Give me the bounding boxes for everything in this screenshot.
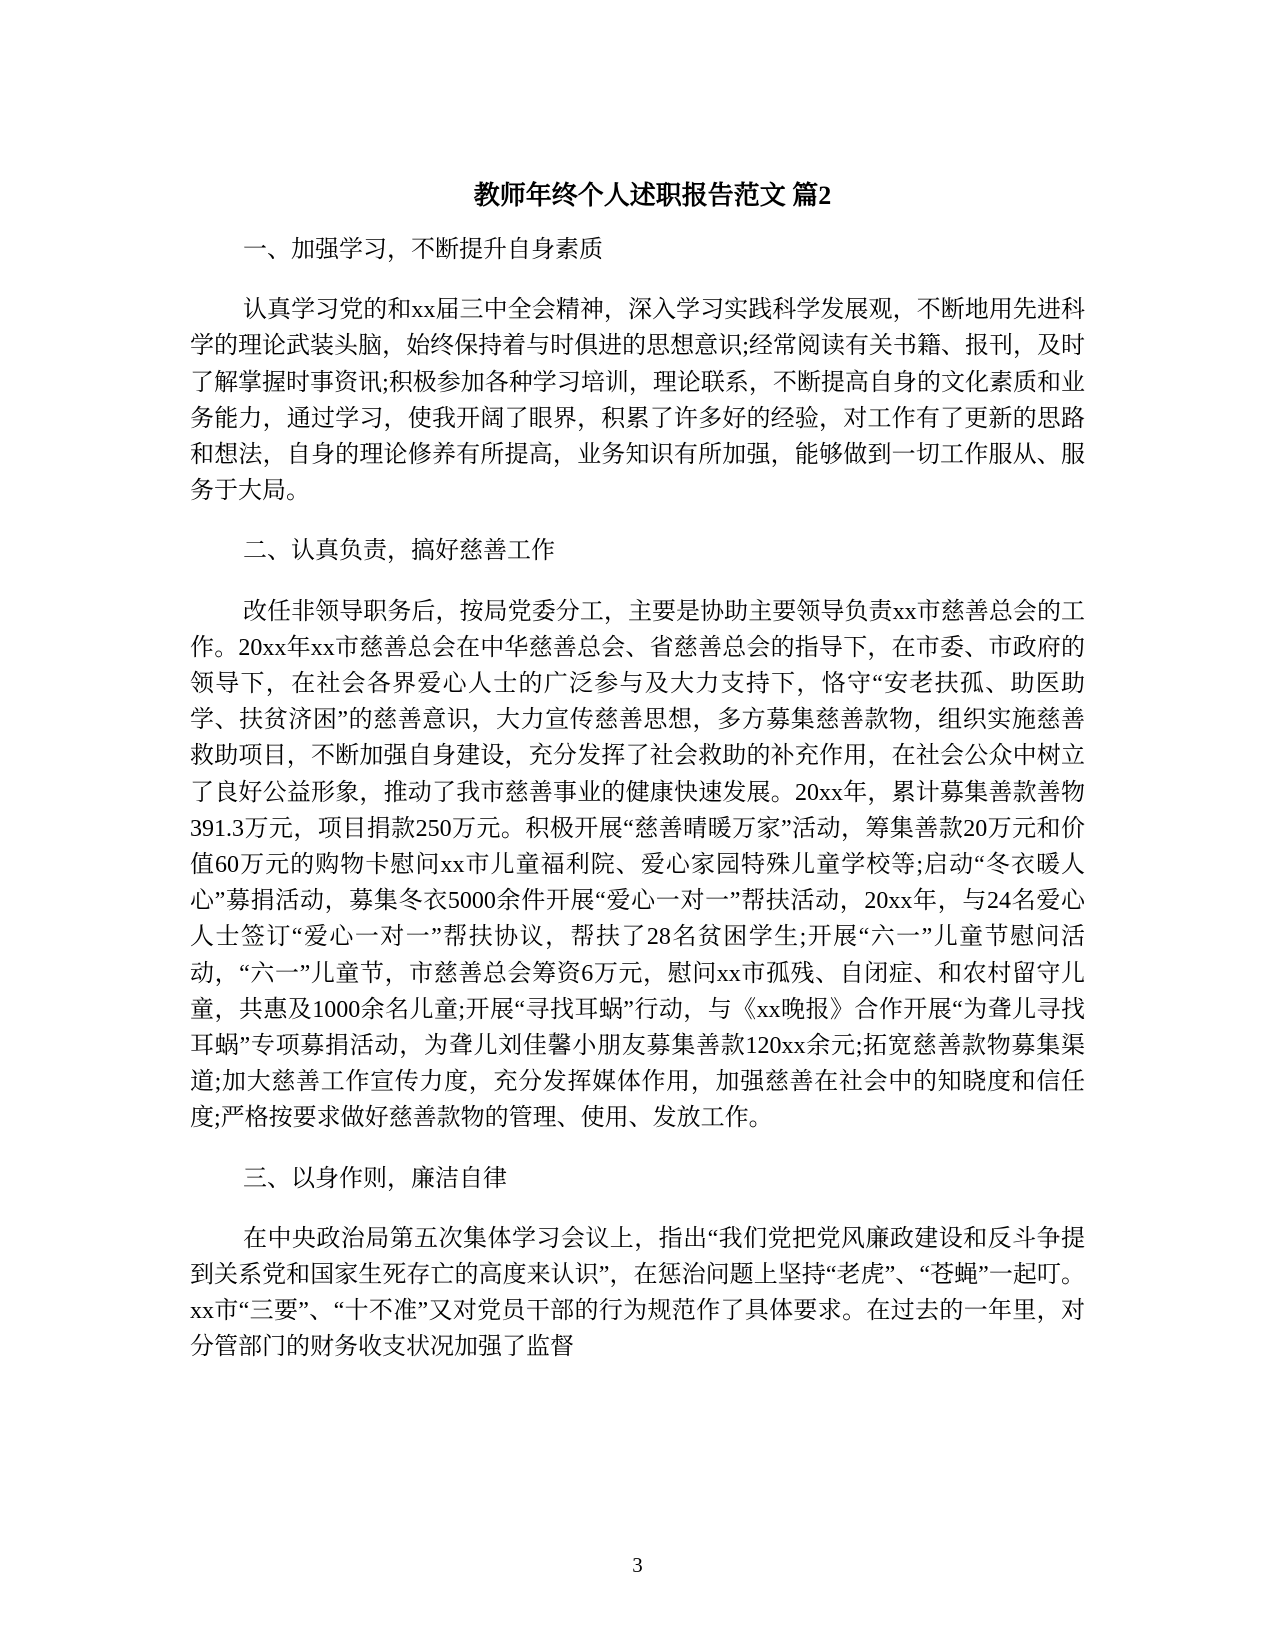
- section-heading-3: 三、以身作则，廉洁自律: [243, 1165, 507, 1192]
- document-body: [190, 178, 1085, 1390]
- section-heading-2: 二、认真负责，搞好慈善工作: [243, 538, 555, 565]
- section-paragraph-2: 改任非领导职务后，按局党委分工，主要是协助主要领导负责xx市慈善总会的工作。20xx年xx市慈善总会在中华慈善总会、省慈善总会的指导下，在市委、市政府的领导下，在社会各界爱心人士的广泛参与及大力支持下，恪守“安老扶孤、助医助学、扶贫济困”的慈善意识，大力宣传慈善思想，多方募集慈善款物，组织实施慈善救助项目，不断加强自身建设，充分发挥了社会救助的补充作用，在社会公众中树立了良好公益形象，推动了我市慈善事业的健康快速发展。20xx年，累计募集善款善物391.3万元，项目捐款250万元。积极开展“慈善晴暖万家”活动，筹集善款20万元和价值60万元的购物卡慰问xx市儿童福利院、爱心家园特殊儿童学校等;启动“冬衣暖人心”募捐活动，募集冬衣5000余件开展“爱心一对一”帮扶活动，20xx年，与24名爱心人士签订“爱心一对一”帮扶协议，帮扶了28名贫困学生;开展“六一”儿童节慰问活动，“六一”儿童节，市慈善总会筹资6万元，慰问xx市孤残、自闭症、和农村留守儿童，共惠及1000余名儿童;开展“寻找耳蜗”行动，与《xx晚报》合作开展“为聋儿寻找耳蜗”专项募捐活动，为聋儿刘佳馨小朋友募集善款120xx余元;拓宽慈善款物募集渠道;加大慈善工作宣传力度，充分发挥媒体作用，加强慈善在社会中的知晓度和信任度;严格按要求做好慈善款物的管理、使用、发放工作。: [190, 598, 1085, 1132]
- section-paragraph-3: 在中央政治局第五次集体学习会议上，指出“我们党把党风廉政建设和反斗争提到关系党和国家生死存亡的高度来认识”，在惩治问题上坚持“老虎”、“苍蝇”一起叮。xx市“三要”、“十不准”又对党员干部的行为规范作了具体要求。在过去的一年里，对分管部门的财务收支状况加强了监督: [190, 1225, 1085, 1361]
- section-heading-1: 一、加强学习，不断提升自身素质: [243, 237, 603, 263]
- section-paragraph-1: 认真学习党的和xx届三中全会精神，深入学习实践科学发展观，不断地用先进科学的理论武装头脑，始终保持着与时俱进的思想意识;经常阅读有关书籍、报刊，及时了解掌握时事资讯;积极参加各种学习培训，理论联系，不断提高自身的文化素质和业务能力，通过学习，使我开阔了眼界，积累了许多好的经验，对工作有了更新的思路和想法，自身的理论修养有所提高，业务知识有所加强，能够做到一切工作服从、服务于大局。: [190, 297, 1085, 505]
- document-title: 教师年终个人述职报告范文 篇2: [473, 181, 832, 210]
- page-number: 3: [632, 1553, 643, 1577]
